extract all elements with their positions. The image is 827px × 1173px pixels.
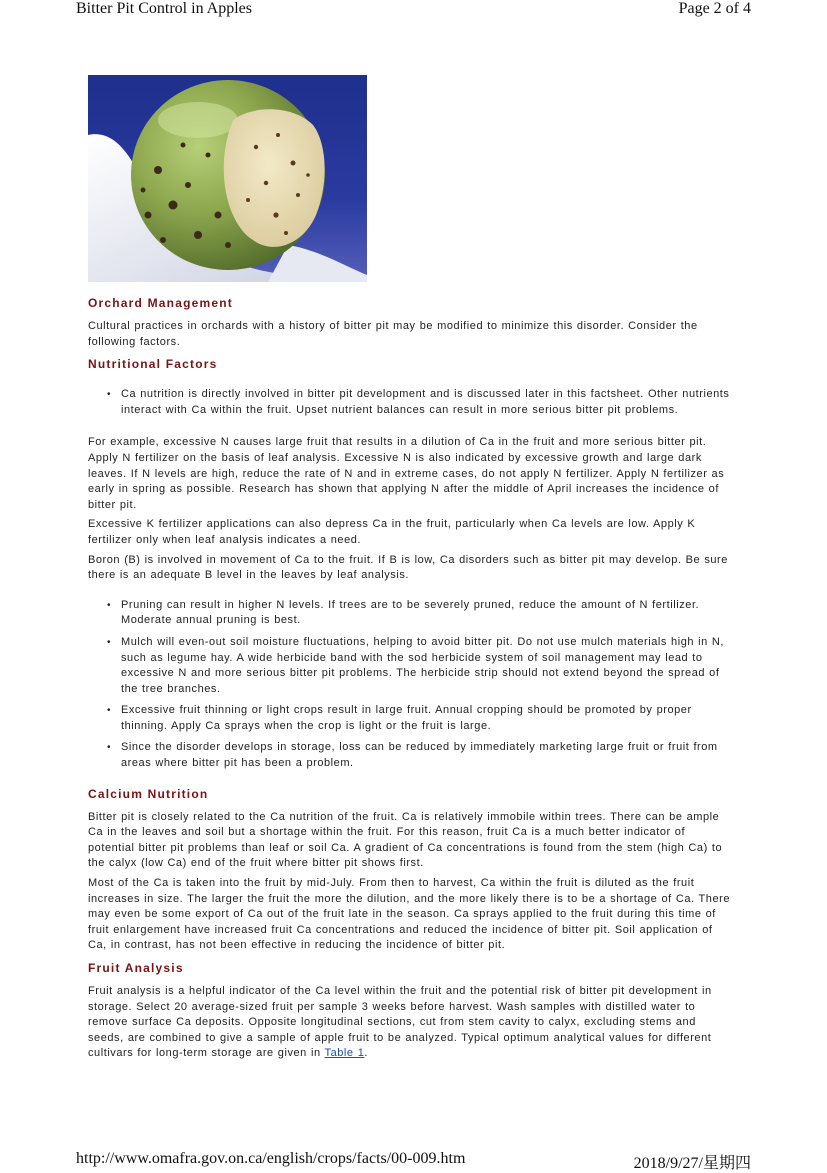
- list-item: • Pruning can result in higher N levels. If trees are to be severely pruned, reduce the amount of N fertilizer. Moderate annual pruning is best.: [88, 598, 733, 629]
- bitter-pit-apple-photo: [88, 75, 367, 282]
- article-body: [88, 295, 733, 1062]
- nutrition-bullet-list-2: [88, 598, 733, 772]
- table-1-link[interactable]: Table 1: [324, 1047, 365, 1060]
- heading-calcium-nutrition: Calcium Nutrition: [88, 786, 209, 801]
- fruit-analysis-text: Fruit analysis is a helpful indicator of the Ca level within the fruit and the potential risk of bitter pit development in storage. Select 20 average-sized fruit per sample 3 weeks before harvest. Wash samples with distilled water to remove surface Ca deposits. Opposite longitudinal sections, cut from stem cavity to calyx, excluding stems and seeds, are combined to give a sample of apple fruit to be analyzed. Typical optimum analytical values for different cultivars for long-term storage are given in: [88, 985, 712, 1060]
- list-item: • Since the disorder develops in storage, loss can be reduced by immediately marketing large fruit or fruit from areas where bitter pit has been a problem.: [88, 740, 733, 771]
- header-title: Bitter Pit Control in Apples: [76, 0, 253, 17]
- calcium-paragraph-1: Bitter pit is closely related to the Ca nutrition of the fruit. Ca is relatively immobile within trees. There can be ample Ca in the leaves and soil but a shortage within the fruit. For this reason, fruit Ca is a much better indicator of potential bitter pit problems than leaf or soil Ca. A gradient of Ca concentrations is found from the stem (high Ca) to the calyx (low Ca) end of the fruit where bitter pit shows first.: [88, 810, 723, 870]
- boron-paragraph: Boron (B) is involved in movement of Ca to the fruit. If B is low, Ca disorders such as bitter pit may develop. Be sure there is an adequate B level in the leaves by leaf analysis.: [88, 553, 728, 582]
- footer-url: http://www.omafra.gov.on.ca/english/crops/facts/00-009.htm: [76, 1150, 466, 1167]
- fruit-analysis-paragraph: [88, 984, 733, 1062]
- list-item: • Excessive fruit thinning or light crops result in large fruit. Annual cropping should be promoted by proper thinning. Apply Ca sprays when the crop is light or the fruit is large.: [88, 703, 733, 734]
- heading-nutritional-factors: Nutritional Factors: [88, 357, 218, 372]
- heading-fruit-analysis: Fruit Analysis: [88, 961, 184, 975]
- page-number: Page 2 of 4: [678, 0, 751, 17]
- heading-orchard-management: Orchard Management: [88, 296, 233, 310]
- fruit-analysis-period: .: [364, 1047, 368, 1060]
- footer-date: 2018/9/27/星期四: [633, 1155, 751, 1172]
- list-item: • Ca nutrition is directly involved in bitter pit development and is discussed later in this factsheet. Other nutrients interact with Ca within the fruit. Upset nutrient balances can result in more serious bitter pit problems.: [88, 387, 733, 418]
- orchard-intro-paragraph: Cultural practices in orchards with a history of bitter pit may be modified to minimize this disorder. Consider the following factors.: [88, 320, 698, 348]
- list-item: • Mulch will even-out soil moisture fluctuations, helping to avoid bitter pit. Do not use mulch materials high in N, such as legume hay. A wide herbicide band with the sod herbicide system of soil management may lead to excessive N and more serious bitter pit problems. The herbicide strip should not extend beyond the spread of the tree branches.: [88, 635, 733, 697]
- nitrogen-paragraph: For example, excessive N causes large fruit that results in a dilution of Ca in the fruit and more serious bitter pit. Apply N fertilizer on the basis of leaf analysis. Excessive N is also indicated by excessive growth and large dark leaves. If N levels are high, reduce the rate of N and in extreme cases, do not apply N fertilizer. Apply N fertilizer as early in spring as possible. Research has shown that applying N after the middle of April increases the incidence of bitter pit.: [88, 436, 725, 511]
- calcium-paragraph-2: Most of the Ca is taken into the fruit by mid-July. From then to harvest, Ca within the fruit is diluted as the fruit increases in size. The larger the fruit the more the dilution, and the more likely there is to be a shortage of Ca. There may even be some export of Ca out of the fruit late in the season. Ca sprays applied to the fruit during this time of fruit enlargement have increased fruit Ca concentrations and reduced the incidence of bitter pit. Soil application of Ca, in contrast, has not been effective in reducing the incidence of bitter pit.: [88, 877, 730, 952]
- nutrition-bullet-list-1: [88, 387, 733, 418]
- potassium-paragraph: Excessive K fertilizer applications can also depress Ca in the fruit, particularly when Ca levels are low. Apply K fertilizer only when leaf analysis indicates a need.: [88, 518, 696, 546]
